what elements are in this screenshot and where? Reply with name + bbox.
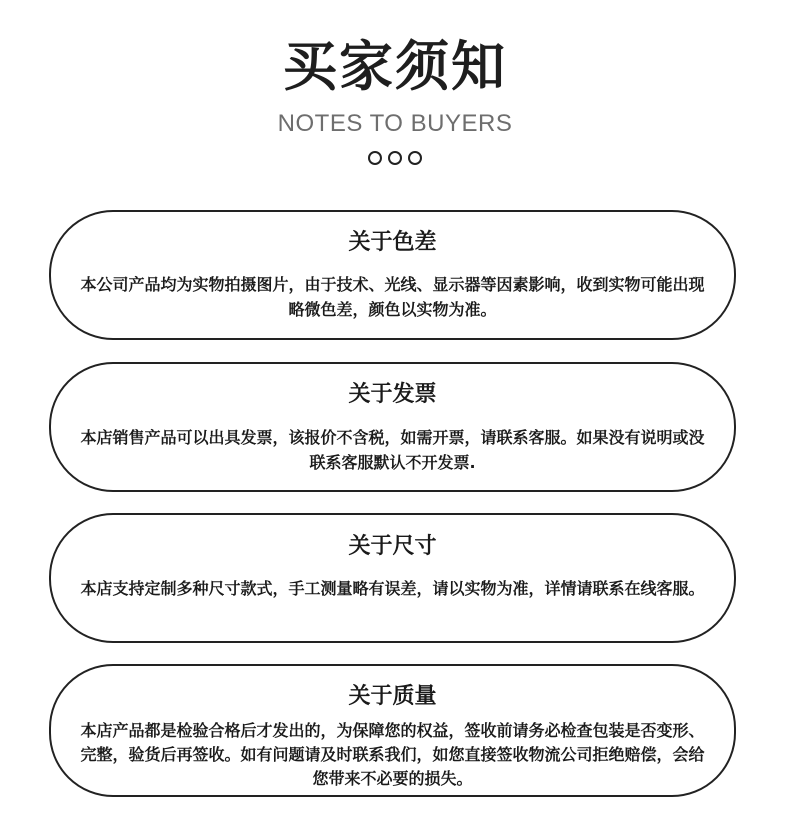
page-title: 买家须知 xyxy=(283,35,507,98)
notice-title: 关于色差 xyxy=(348,230,437,255)
notice-text: 本店支持定制多种尺寸款式，手工测量略有误差，请以实物为准，详情请联系在线客服。 xyxy=(80,579,705,598)
circle-icon xyxy=(408,151,422,165)
circle-icon xyxy=(388,151,402,165)
notice-title: 关于发票 xyxy=(348,382,437,407)
notice-title: 关于尺寸 xyxy=(348,534,437,559)
notice-card-invoice xyxy=(49,362,736,492)
notice-title: 关于质量 xyxy=(348,684,437,709)
notice-card-size xyxy=(49,513,736,643)
page-subtitle: NOTES TO BUYERS xyxy=(277,110,513,137)
notice-card-quality xyxy=(49,664,736,797)
notice-text: 本店销售产品可以出具发票，该报价不含税，如需开票，请联系客服。如果没有说明或没联系客服默认不开发票. xyxy=(80,428,705,472)
decorative-dots xyxy=(0,151,790,165)
notice-text: 本公司产品均为实物拍摄图片，由于技术、光线、显示器等因素影响，收到实物可能出现略微色差，颜色以实物为准。 xyxy=(80,275,705,319)
circle-icon xyxy=(368,151,382,165)
notice-text: 本店产品都是检验合格后才发出的，为保障您的权益，签收前请务必检查包装是否变形、完整，验货后再签收。如有问题请及时联系我们，如您直接签收物流公司拒绝赔偿，会给您带来不必要的损失。 xyxy=(80,721,705,788)
notice-card-color-difference xyxy=(49,210,736,340)
